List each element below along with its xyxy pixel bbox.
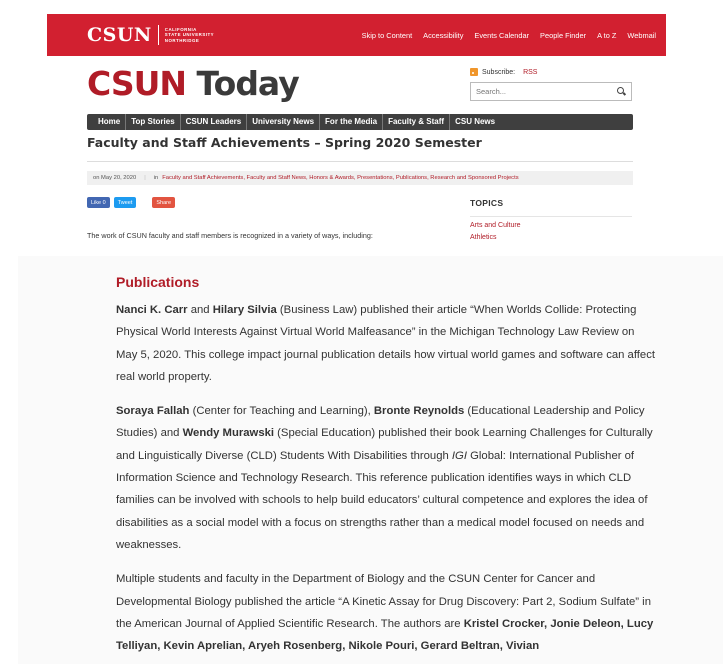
publisher-italic: IGI (451, 449, 467, 462)
rss-link[interactable]: RSS (523, 68, 538, 76)
accessibility-link[interactable]: Accessibility (423, 30, 464, 40)
share-button[interactable]: Share (152, 197, 175, 208)
nav-university-news[interactable]: University News (247, 114, 320, 130)
nav-csun-leaders[interactable]: CSUN Leaders (181, 114, 248, 130)
nav-for-the-media[interactable]: For the Media (320, 114, 383, 130)
search-box (470, 82, 632, 101)
paragraph-text: and (187, 304, 213, 316)
paragraph-text: Global: International Publisher of Information Science and Technology Research. This reference publication identifies ways in which CLD families can be involved with schools to help build educators’ cultural competence and explores the idea of disabilities as a social model with a focus on strengths rather than a medical model focused on needs and weaknesses. (116, 449, 648, 551)
nav-faculty-staff[interactable]: Faculty & Staff (383, 114, 450, 130)
brand-today: Today (196, 64, 299, 103)
subscribe-label: Subscribe: (482, 68, 516, 76)
facebook-like-button[interactable]: Like 0 (87, 197, 110, 208)
logo-word: CSUN (87, 24, 152, 46)
a-to-z-link[interactable]: A to Z (597, 30, 617, 40)
article-excerpt (18, 256, 723, 664)
publication-paragraph (116, 400, 656, 556)
paragraph-text: Multiple students and faculty in the Department of Biology and the CSUN Center for Cancer and Developmental Biology published the article “A Kinetic Assay for Drug Discovery: Part 2, Sodium Sulfate” in the American Journal of Applied Scientific Research. The authors are (116, 573, 651, 630)
nav-home[interactable]: Home (93, 114, 126, 130)
subscribe-bar (470, 68, 537, 76)
article-meta (87, 171, 633, 185)
publication-paragraph (116, 568, 656, 657)
author-name: Bronte Reynolds (373, 405, 465, 418)
topic-link-athletics[interactable]: Athletics (470, 234, 497, 241)
csun-today-brand[interactable] (87, 66, 299, 102)
article-date: on May 20, 2020 (93, 175, 137, 181)
logo-sub-line: NORTHRIDGE (164, 37, 200, 43)
paragraph-text: (Business Law) published their article “When Worlds Collide: Protecting Physical World Interests Against Virtual World Malfeasance” in the Michigan Technology Law Review on May 5, 2020. This college impact journal publication details how virtual world games and software can affect real world property. (116, 304, 655, 383)
webmail-link[interactable]: Webmail (627, 30, 656, 40)
utility-nav (351, 31, 656, 40)
author-name: Soraya Fallah (116, 405, 190, 418)
site-header (47, 14, 666, 56)
author-name: Wendy Murawski (182, 427, 275, 440)
title-divider (87, 161, 633, 162)
excerpt-content (116, 274, 656, 664)
paragraph-text: (Special Education) published their book Learning Challenges for Culturally and Linguistically Diverse (CLD) Students With Disabilities through (116, 427, 653, 462)
paragraph-text: (Center for Teaching and Learning), (189, 405, 374, 418)
share-buttons (87, 197, 175, 208)
events-calendar-link[interactable]: Events Calendar (474, 30, 530, 40)
search-icon[interactable] (617, 87, 626, 96)
meta-separator: | (144, 175, 146, 181)
article-categories[interactable]: Faculty and Staff Achievements, Faculty and Staff News, Honors & Awards, Presentations, Publications, Research and Sponsored Projects (162, 175, 519, 181)
author-name: Hilary Silvia (212, 304, 277, 316)
topic-link-arts-and-culture[interactable]: Arts and Culture (470, 222, 521, 229)
publication-paragraph (116, 299, 656, 388)
people-finder-link[interactable]: People Finder (540, 30, 587, 40)
publications-heading: Publications (116, 274, 200, 290)
search-input[interactable] (476, 87, 606, 96)
rss-icon[interactable] (470, 68, 478, 76)
main-nav (87, 114, 633, 130)
author-list: Kristel Crocker, Jonie Deleon, Lucy Telliyan, Kevin Aprelian, Aryeh Rosenberg, Nikole Pouri, Gerard Beltran, Vivian (116, 617, 654, 653)
captured-site-page (47, 14, 666, 250)
logo-sub-line: CALIFORNIA (164, 26, 197, 32)
tweet-button[interactable]: Tweet (114, 197, 137, 208)
meta-in-label: in (153, 175, 159, 181)
nav-top-stories[interactable]: Top Stories (126, 114, 180, 130)
article-intro: The work of CSUN faculty and staff members is recognized in a variety of ways, including: (87, 231, 373, 240)
topics-sidebar (470, 198, 632, 241)
skip-to-content-link[interactable]: Skip to Content (361, 30, 413, 40)
paragraph-text: (Educational Leadership and Policy Studies) and (116, 405, 645, 440)
author-name: Nanci K. Carr (116, 304, 188, 316)
logo-subtitle (165, 27, 214, 43)
topics-heading: TOPICS (470, 198, 632, 217)
brand-csun: CSUN (87, 64, 187, 103)
logo-divider (158, 25, 159, 45)
csun-logo[interactable] (87, 24, 214, 46)
nav-csu-news[interactable]: CSU News (455, 117, 496, 126)
article-title: Faculty and Staff Achievements – Spring 2020 Semester (87, 135, 482, 150)
logo-sub-line: STATE UNIVERSITY (164, 32, 215, 38)
